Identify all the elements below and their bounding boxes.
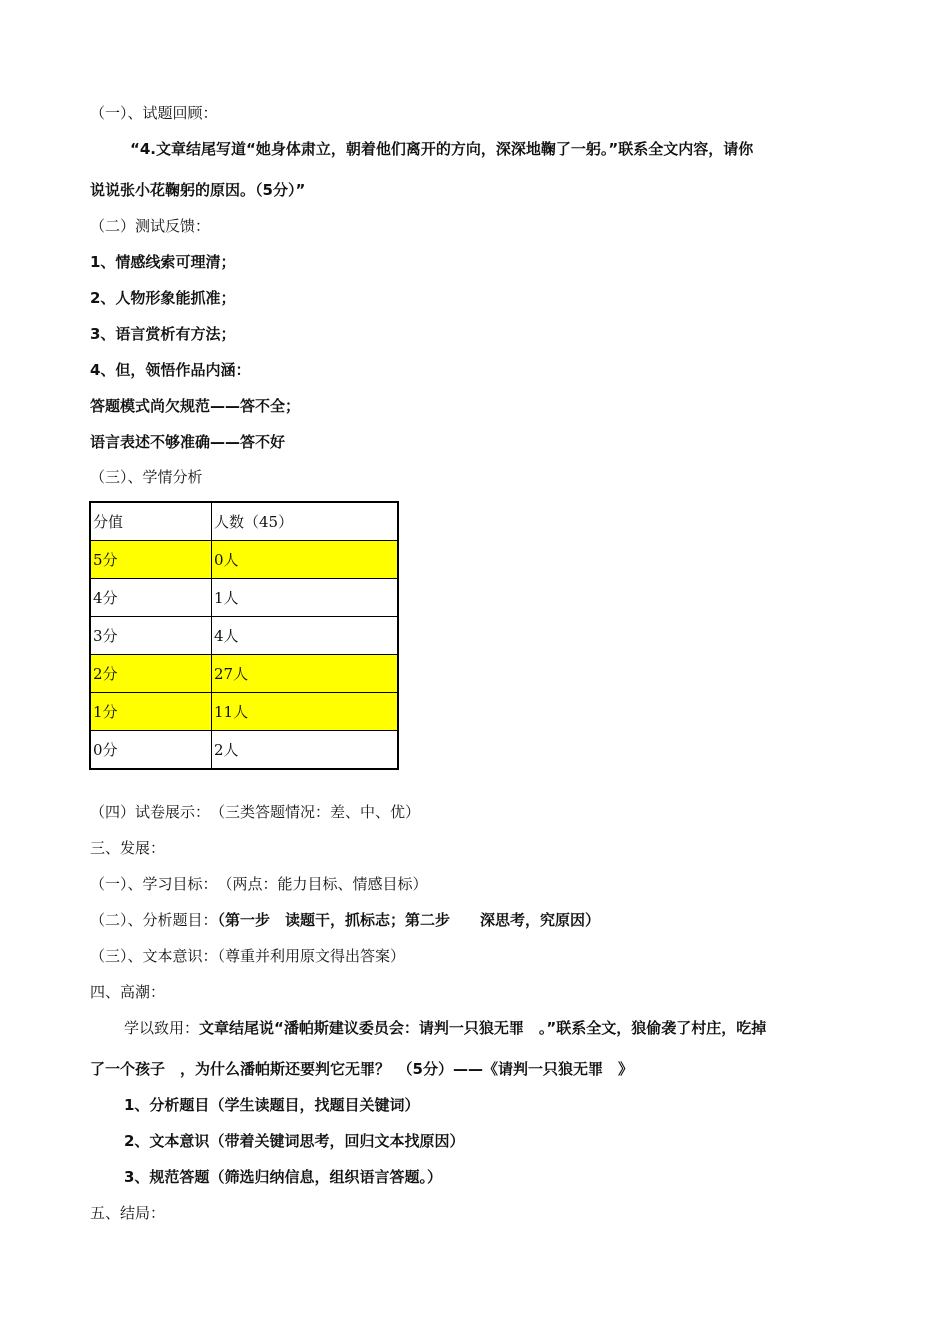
part-development-title: 三、发展：	[90, 839, 166, 857]
cell-count: 2人	[212, 731, 399, 770]
part-climax-title: 四、高潮：	[90, 983, 166, 1001]
table-row	[90, 731, 398, 770]
score-table	[89, 501, 399, 770]
question-line-2: 说说张小花鞠躬的原因。（5分）”	[90, 181, 306, 199]
cell-score: 3分	[90, 617, 212, 655]
cell-score: 1分	[90, 693, 212, 731]
cell-count: 11人	[212, 693, 399, 731]
table-row	[90, 617, 398, 655]
apply-prefix: 学以致用：	[124, 1019, 200, 1037]
dev-item-2-prefix: （二）、分析题目：	[90, 911, 218, 929]
section-review-title: （一）、试题回顾：	[90, 104, 218, 122]
cell-score: 5分	[90, 541, 212, 579]
question-line-1: “4.文章结尾写道“她身体肃立，朝着他们离开的方向，深深地鞠了一躬。”联系全文内容，请你	[130, 140, 754, 158]
cell-count: 4人	[212, 617, 399, 655]
step-item-1: 1、分析题目（学生读题目，找题目关键词）	[124, 1096, 420, 1114]
feedback-item-6: 语言表述不够准确——答不好	[90, 433, 286, 451]
header-score: 分值	[90, 502, 212, 541]
dev-item-3: （三）、文本意识：（尊重并利用原文得出答案）	[90, 947, 406, 965]
section-analysis-title: （三）、学情分析	[90, 468, 203, 486]
feedback-item-3: 3、语言赏析有方法；	[90, 325, 236, 343]
step-item-3: 3、规范答题（筛选归纳信息，组织语言答题。）	[124, 1168, 442, 1186]
feedback-item-1: 1、情感线索可理清；	[90, 253, 236, 271]
cell-count: 0人	[212, 541, 399, 579]
dev-item-2	[90, 910, 600, 930]
dev-item-1: （一）、学习目标： （两点：能力目标、情感目标）	[90, 875, 428, 893]
table-row	[90, 579, 398, 617]
section-feedback-title: （二）测试反馈：	[90, 217, 211, 235]
step-item-2: 2、文本意识（带着关键词思考，回归文本找原因）	[124, 1132, 465, 1150]
table-row	[90, 541, 398, 579]
cell-count: 27人	[212, 655, 399, 693]
apply-line-1	[124, 1018, 766, 1038]
header-count: 人数（45）	[212, 502, 399, 541]
dev-item-2-steps: （第一步 读题干，抓标志；第二步 深思考，究原因）	[217, 911, 601, 929]
part-ending-title: 五、结局：	[90, 1204, 166, 1222]
cell-score: 2分	[90, 655, 212, 693]
table-row	[90, 693, 398, 731]
table-header-row	[90, 502, 398, 541]
feedback-item-4: 4、但，领悟作品内涵：	[90, 361, 251, 379]
cell-score: 0分	[90, 731, 212, 770]
cell-score: 4分	[90, 579, 212, 617]
cell-count: 1人	[212, 579, 399, 617]
section-papers-title: （四）试卷展示： （三类答题情况：差、中、优）	[90, 803, 421, 821]
feedback-item-5: 答题模式尚欠规范——答不全；	[90, 397, 301, 415]
apply-text-1: 文章结尾说“潘帕斯建议委员会：请判一只狼无罪 。”联系全文，狼偷袭了村庄，吃掉	[199, 1019, 767, 1037]
feedback-item-2: 2、人物形象能抓准；	[90, 289, 236, 307]
apply-line-2: 了一个孩子 ，为什么潘帕斯还要判它无罪？ （5分）——《请判一只狼无罪 》	[90, 1060, 633, 1078]
table-row	[90, 655, 398, 693]
